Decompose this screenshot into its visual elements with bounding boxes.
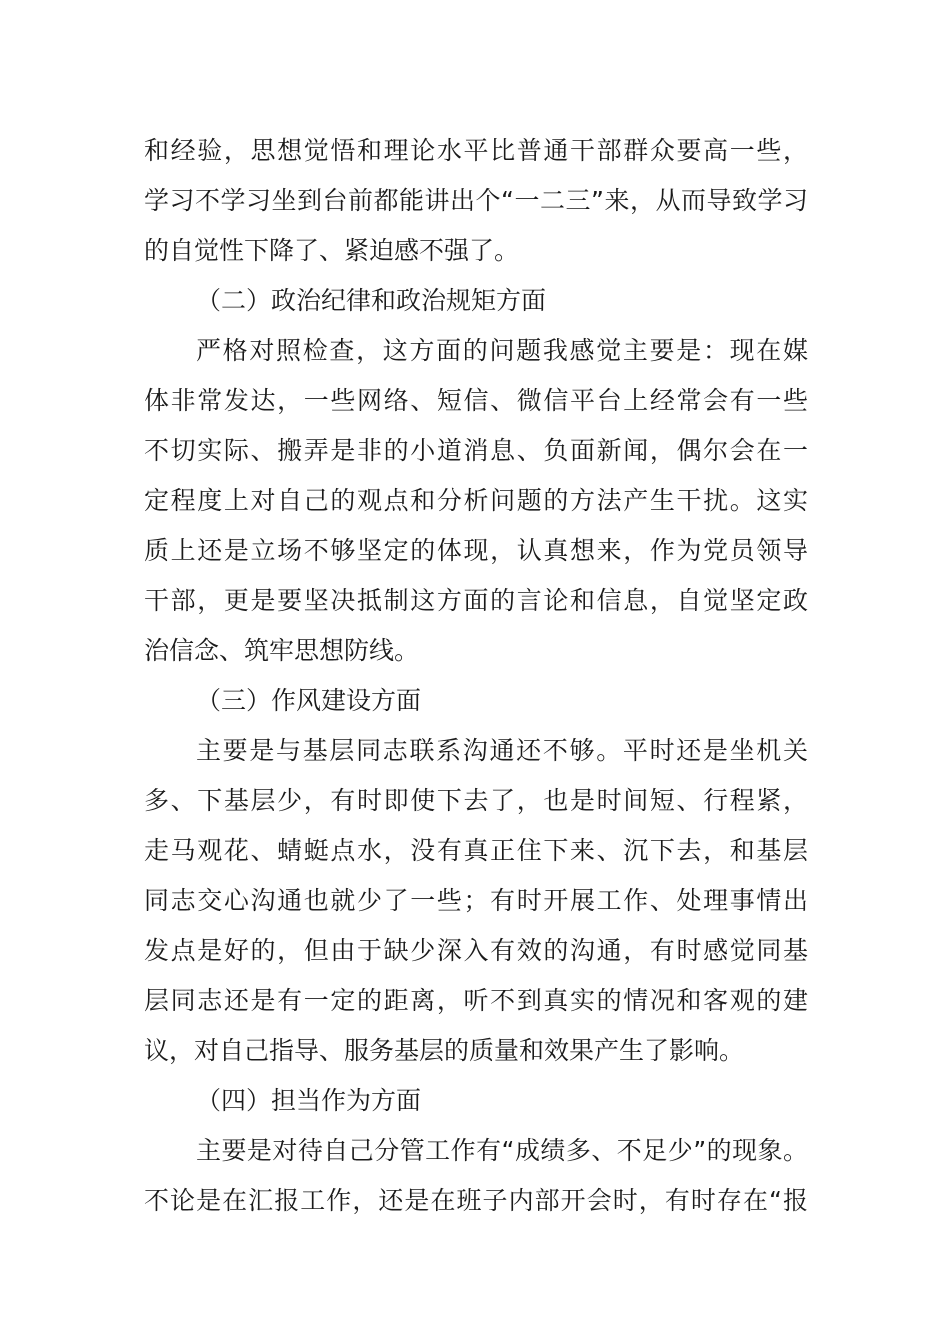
text-line: 多、下基层少，有时即使下去了，也是时间短、行程紧，	[144, 786, 808, 815]
section-heading: （四）担当作为方面	[196, 1086, 422, 1115]
text-line: 不论是在汇报工作，还是在班子内部开会时，有时存在“报	[144, 1186, 808, 1215]
text-line: 不切实际、搬弄是非的小道消息、负面新闻，偶尔会在一	[144, 436, 808, 465]
text-line: 学习不学习坐到台前都能讲出个“一二三”来，从而导致学习	[144, 186, 808, 215]
text-line: 议，对自己指导、服务基层的质量和效果产生了影响。	[144, 1036, 745, 1065]
section-heading: （二）政治纪律和政治规矩方面	[196, 286, 547, 315]
text-line: 同志交心沟通也就少了一些；有时开展工作、处理事情出	[144, 886, 808, 915]
text-line: 和经验，思想觉悟和理论水平比普通干部群众要高一些，	[144, 136, 808, 165]
text-line: 治信念、筑牢思想防线。	[144, 636, 420, 665]
text-line: 定程度上对自己的观点和分析问题的方法产生干扰。这实	[144, 486, 808, 515]
text-line: 发点是好的，但由于缺少深入有效的沟通，有时感觉同基	[144, 936, 808, 965]
document-body	[144, 126, 808, 1226]
text-line: 主要是与基层同志联系沟通还不够。平时还是坐机关	[196, 736, 808, 765]
text-line: 主要是对待自己分管工作有“成绩多、不足少”的现象。	[196, 1136, 808, 1165]
text-line: 的自觉性下降了、紧迫感不强了。	[144, 236, 520, 265]
text-line: 严格对照检查，这方面的问题我感觉主要是：现在媒	[196, 336, 808, 365]
text-line: 走马观花、蜻蜓点水，没有真正住下来、沉下去，和基层	[144, 836, 808, 865]
text-line: 干部，更是要坚决抵制这方面的言论和信息，自觉坚定政	[144, 586, 808, 615]
text-line: 体非常发达，一些网络、短信、微信平台上经常会有一些	[144, 386, 808, 415]
section-heading: （三）作风建设方面	[196, 686, 422, 715]
text-line: 质上还是立场不够坚定的体现，认真想来，作为党员领导	[144, 536, 808, 565]
text-line: 层同志还是有一定的距离，听不到真实的情况和客观的建	[144, 986, 808, 1015]
